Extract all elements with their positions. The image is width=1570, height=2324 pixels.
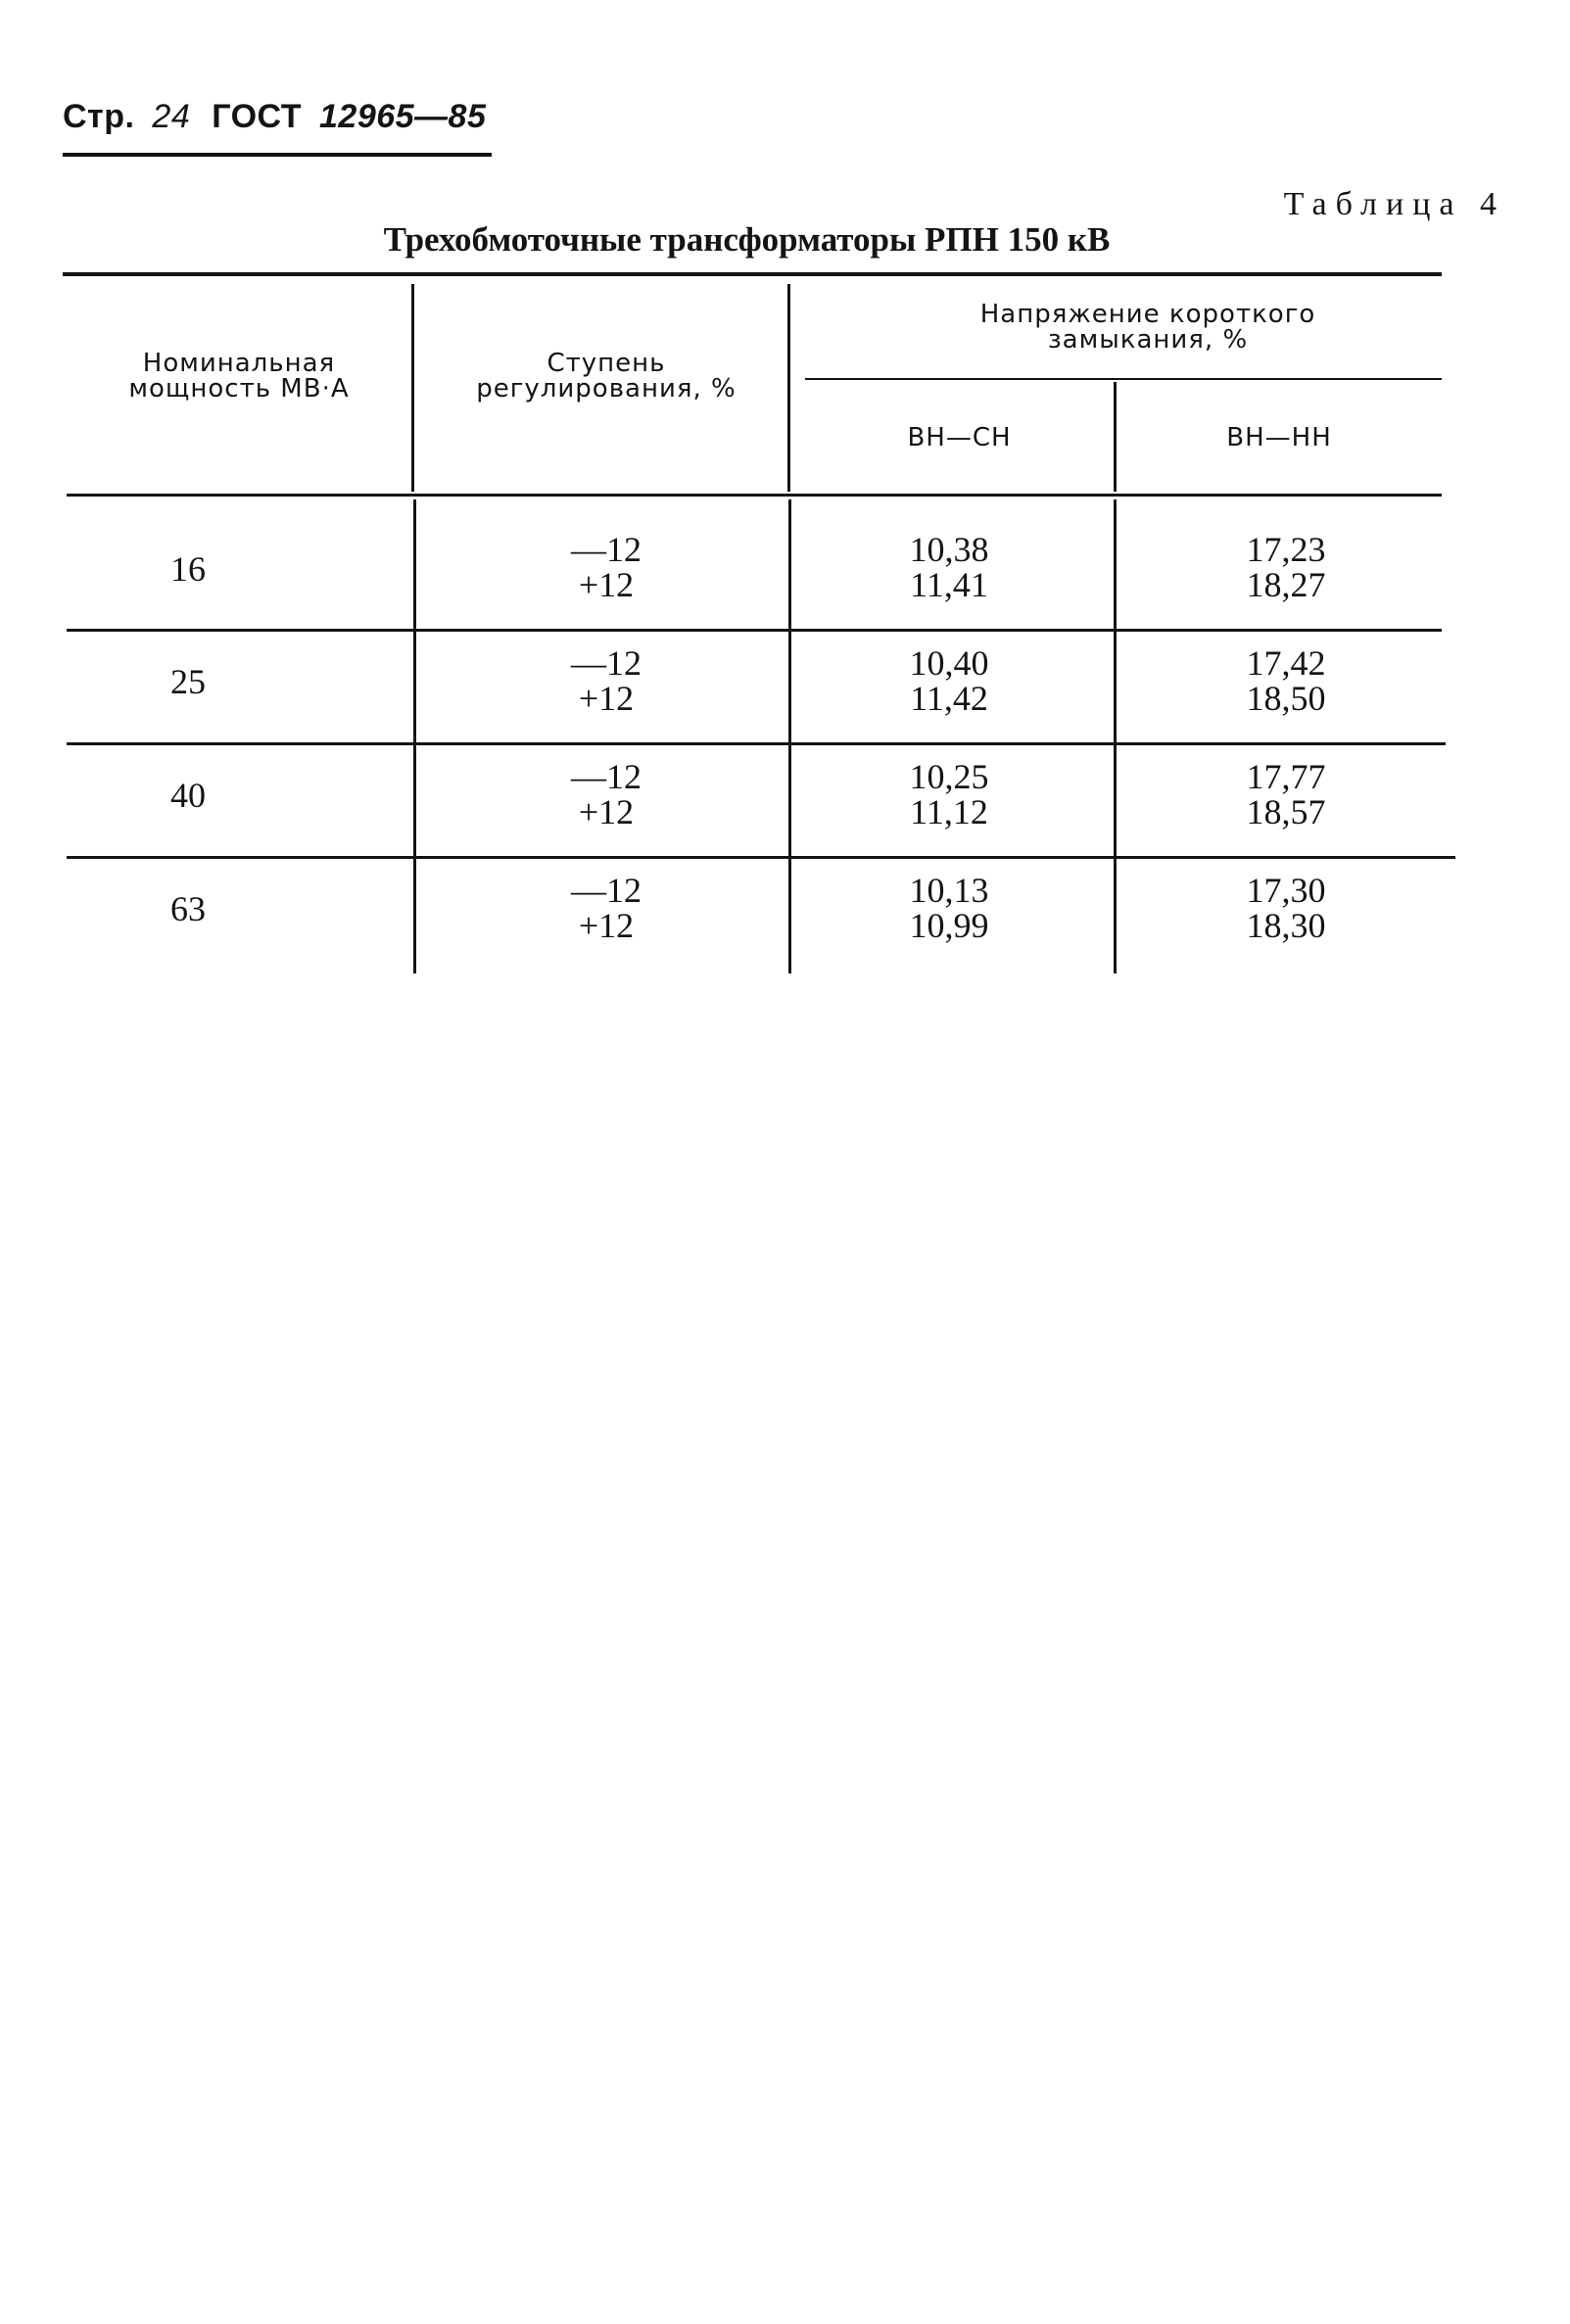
row-1-step [533,532,680,602]
row-4-vn-nn-minus: 17,30 [1246,871,1326,910]
row-2-vn-sn-minus: 10,40 [909,643,989,683]
row-2-vn-nn-minus: 17,42 [1246,643,1326,683]
row-3-step [533,759,680,830]
row-1-vn-sn-minus: 10,38 [909,530,989,569]
col-divider-3-body [1114,499,1117,973]
col-header-vn-sn: ВН—СН [907,423,1012,452]
row-rule-1 [67,629,1442,632]
row-3-power: 40 [170,776,206,815]
page-number: 24 [152,98,191,135]
document-number: 12965—85 [319,98,487,135]
row-3-vn-sn [876,759,1023,830]
row-3-vn-nn-minus: 17,77 [1246,757,1326,796]
row-2-step-minus: —12 [571,643,642,683]
table-label: Таблица 4 [1283,186,1505,222]
row-2-step [533,645,680,716]
spec-table [63,272,1442,977]
row-3-vn-sn-minus: 10,25 [909,757,989,796]
row-1-vn-nn [1213,532,1359,602]
row-1-vn-nn-plus: 18,27 [1246,565,1326,604]
row-4-vn-nn-plus: 18,30 [1246,906,1326,945]
row-1-power: 16 [170,549,206,589]
row-1-vn-nn-minus: 17,23 [1246,530,1326,569]
col-header-power: Номинальная мощность МВ·А [128,349,350,403]
row-4-step [533,873,680,943]
row-rule-3 [67,856,1455,859]
col-header-voltage: Напряжение короткого замыкания, % [979,300,1316,355]
row-4-vn-sn [876,873,1023,943]
table-top-rule [63,272,1442,276]
row-4-step-plus: +12 [578,906,635,945]
row-3-step-plus: +12 [578,792,635,831]
row-4-power: 63 [170,889,206,928]
row-2-vn-nn [1213,645,1359,716]
row-1-step-minus: —12 [571,530,642,569]
row-1-vn-sn-plus: 11,41 [910,565,988,604]
row-2-step-plus: +12 [578,679,635,718]
row-4-vn-sn-minus: 10,13 [909,871,989,910]
row-3-vn-sn-plus: 11,12 [910,792,988,831]
row-rule-2 [67,742,1446,745]
voltage-subheader-rule [805,378,1442,380]
header-bottom-rule [67,494,1442,497]
table-title: Трехобмоточные трансформаторы РПН 150 кВ [383,220,1111,259]
row-4-vn-sn-plus: 10,99 [909,906,989,945]
row-2-vn-nn-plus: 18,50 [1246,679,1326,718]
col-divider-1-body [413,499,416,973]
row-2-vn-sn [876,645,1023,716]
row-2-vn-sn-plus: 11,42 [910,679,988,718]
row-3-vn-nn-plus: 18,57 [1246,792,1326,831]
col-divider-2 [787,284,790,492]
row-2-power: 25 [170,662,206,701]
col-header-vn-nn: ВН—НН [1226,423,1332,452]
row-3-vn-nn [1213,759,1359,830]
row-1-step-plus: +12 [578,565,635,604]
col-header-step: Ступень регулирования, % [476,349,737,403]
row-3-step-minus: —12 [571,757,642,796]
col-divider-1 [411,284,414,492]
row-4-vn-nn [1213,873,1359,943]
standard-name: ГОСТ [212,98,302,135]
row-1-vn-sn [876,532,1023,602]
page-prefix: Стр. [63,98,135,135]
col-divider-2-body [788,499,791,973]
row-4-step-minus: —12 [571,871,642,910]
running-header [63,98,492,157]
